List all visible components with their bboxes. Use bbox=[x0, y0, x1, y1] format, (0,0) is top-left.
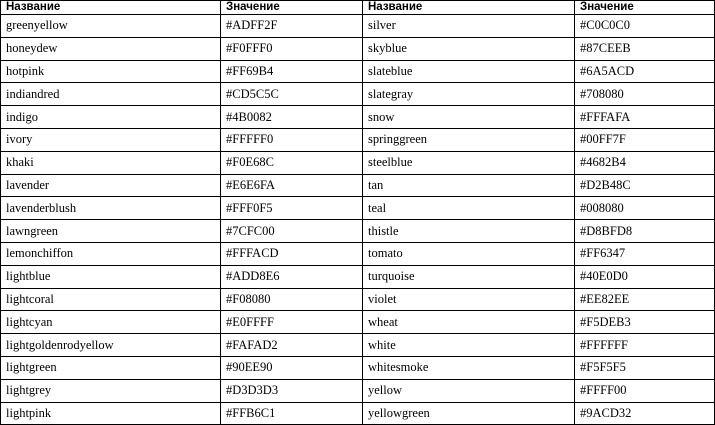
color-value-cell: #D8BFD8 bbox=[575, 220, 715, 243]
color-value-cell: #F0FFF0 bbox=[221, 37, 363, 60]
color-name-cell: khaki bbox=[1, 151, 221, 174]
color-name-cell: lightpink bbox=[1, 402, 221, 425]
color-value-cell: #7CFC00 bbox=[221, 220, 363, 243]
table-row bbox=[1, 288, 715, 311]
color-value-cell: #EE82EE bbox=[575, 288, 715, 311]
color-name-cell: yellowgreen bbox=[363, 402, 575, 425]
color-name-cell: skyblue bbox=[363, 37, 575, 60]
color-value-cell: #9ACD32 bbox=[575, 402, 715, 425]
table-row bbox=[1, 106, 715, 129]
table-row bbox=[1, 242, 715, 265]
color-name-cell: lawngreen bbox=[1, 220, 221, 243]
table-row bbox=[1, 60, 715, 83]
color-value-cell: #E6E6FA bbox=[221, 174, 363, 197]
color-value-cell: #F0E68C bbox=[221, 151, 363, 174]
color-value-cell: #90EE90 bbox=[221, 356, 363, 379]
header-name-right: Название bbox=[363, 1, 575, 15]
table-row bbox=[1, 174, 715, 197]
color-name-cell: lightcoral bbox=[1, 288, 221, 311]
table-row bbox=[1, 402, 715, 425]
color-value-cell: #FAFAD2 bbox=[221, 334, 363, 357]
color-name-cell: springgreen bbox=[363, 128, 575, 151]
color-name-cell: slateblue bbox=[363, 60, 575, 83]
color-value-cell: #708080 bbox=[575, 83, 715, 106]
color-value-cell: #4B0082 bbox=[221, 106, 363, 129]
color-value-cell: #FFF0F5 bbox=[221, 197, 363, 220]
color-value-cell: #FF69B4 bbox=[221, 60, 363, 83]
table-row bbox=[1, 311, 715, 334]
table-row bbox=[1, 15, 715, 38]
table-row bbox=[1, 197, 715, 220]
table-row bbox=[1, 151, 715, 174]
color-name-cell: lightblue bbox=[1, 265, 221, 288]
color-name-cell: ivory bbox=[1, 128, 221, 151]
color-name-cell: steelblue bbox=[363, 151, 575, 174]
table-row bbox=[1, 220, 715, 243]
color-value-cell: #00FF7F bbox=[575, 128, 715, 151]
color-name-cell: indigo bbox=[1, 106, 221, 129]
color-name-cell: lightgreen bbox=[1, 356, 221, 379]
table-row bbox=[1, 334, 715, 357]
color-value-cell: #4682B4 bbox=[575, 151, 715, 174]
color-value-cell: #FFFF00 bbox=[575, 379, 715, 402]
color-name-cell: thistle bbox=[363, 220, 575, 243]
color-name-cell: greenyellow bbox=[1, 15, 221, 38]
table-row bbox=[1, 83, 715, 106]
color-name-cell: violet bbox=[363, 288, 575, 311]
color-value-cell: #FF6347 bbox=[575, 242, 715, 265]
color-name-cell: tan bbox=[363, 174, 575, 197]
table-row bbox=[1, 265, 715, 288]
color-value-cell: #ADD8E6 bbox=[221, 265, 363, 288]
color-name-cell: turquoise bbox=[363, 265, 575, 288]
color-value-cell: #D2B48C bbox=[575, 174, 715, 197]
color-name-cell: hotpink bbox=[1, 60, 221, 83]
header-value-left: Значение bbox=[221, 1, 363, 15]
color-value-cell: #87CEEB bbox=[575, 37, 715, 60]
color-value-cell: #FFFAFA bbox=[575, 106, 715, 129]
color-value-cell: #FFFFF0 bbox=[221, 128, 363, 151]
color-name-cell: silver bbox=[363, 15, 575, 38]
color-value-cell: #ADFF2F bbox=[221, 15, 363, 38]
color-value-cell: #40E0D0 bbox=[575, 265, 715, 288]
table-row bbox=[1, 37, 715, 60]
color-name-cell: yellow bbox=[363, 379, 575, 402]
color-name-cell: indiandred bbox=[1, 83, 221, 106]
color-name-cell: lavender bbox=[1, 174, 221, 197]
color-name-cell: wheat bbox=[363, 311, 575, 334]
color-value-cell: #CD5C5C bbox=[221, 83, 363, 106]
color-name-cell: lightgoldenrodyellow bbox=[1, 334, 221, 357]
color-value-cell: #E0FFFF bbox=[221, 311, 363, 334]
color-name-cell: snow bbox=[363, 106, 575, 129]
color-name-cell: lightcyan bbox=[1, 311, 221, 334]
color-name-cell: lavenderblush bbox=[1, 197, 221, 220]
color-value-cell: #FFB6C1 bbox=[221, 402, 363, 425]
table-row bbox=[1, 128, 715, 151]
color-value-cell: #008080 bbox=[575, 197, 715, 220]
color-name-cell: tomato bbox=[363, 242, 575, 265]
color-name-cell: slategray bbox=[363, 83, 575, 106]
color-value-cell: #F5F5F5 bbox=[575, 356, 715, 379]
color-name-cell: lemonchiffon bbox=[1, 242, 221, 265]
table-row bbox=[1, 379, 715, 402]
table-row bbox=[1, 356, 715, 379]
color-value-cell: #FFFFFF bbox=[575, 334, 715, 357]
header-value-right: Значение bbox=[575, 1, 715, 15]
color-name-cell: teal bbox=[363, 197, 575, 220]
color-name-cell: honeydew bbox=[1, 37, 221, 60]
color-value-cell: #F08080 bbox=[221, 288, 363, 311]
color-value-cell: #C0C0C0 bbox=[575, 15, 715, 38]
table-header-row bbox=[1, 1, 715, 15]
color-value-cell: #F5DEB3 bbox=[575, 311, 715, 334]
color-name-cell: whitesmoke bbox=[363, 356, 575, 379]
color-value-cell: #6A5ACD bbox=[575, 60, 715, 83]
color-value-cell: #D3D3D3 bbox=[221, 379, 363, 402]
color-value-cell: #FFFACD bbox=[221, 242, 363, 265]
color-name-cell: lightgrey bbox=[1, 379, 221, 402]
color-name-cell: white bbox=[363, 334, 575, 357]
header-name-left: Название bbox=[1, 1, 221, 15]
